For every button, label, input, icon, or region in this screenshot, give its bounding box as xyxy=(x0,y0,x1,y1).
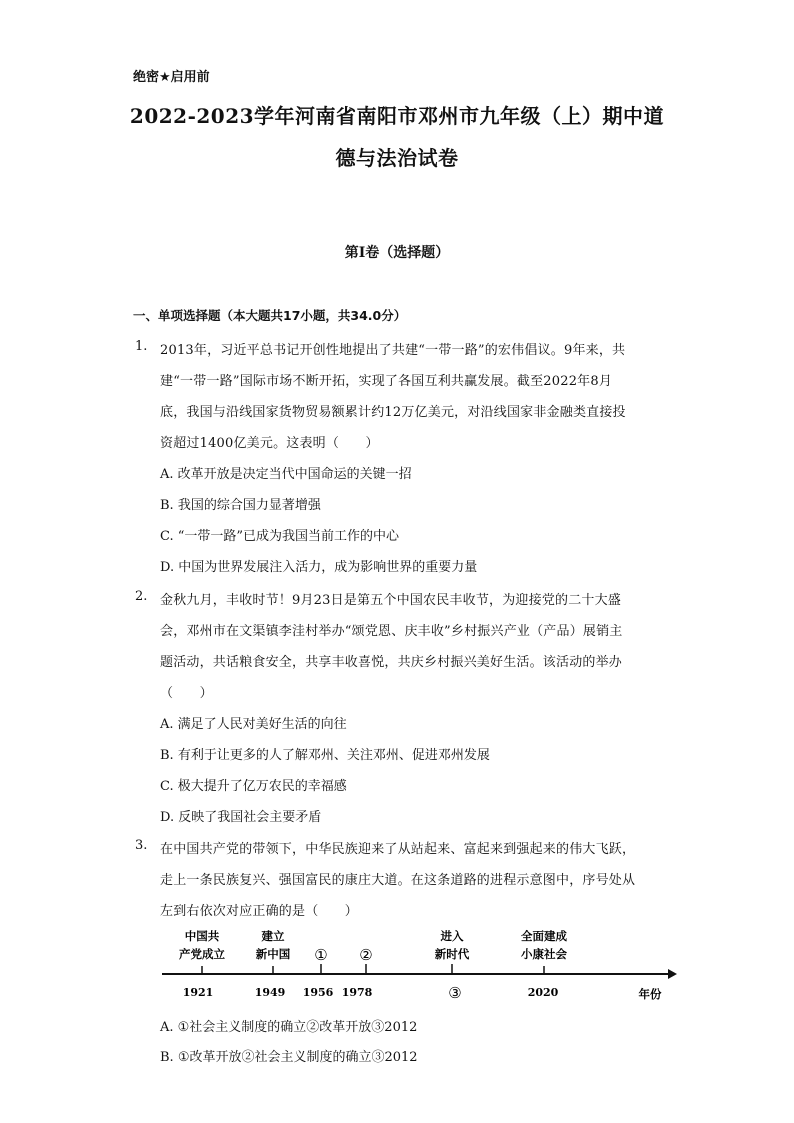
timeline-top-label: 小康社会 xyxy=(521,947,567,961)
section-heading: 一、单项选择题（本大题共17小题，共34.0分） xyxy=(133,308,407,323)
exam-title-line2: 德与法治试卷 xyxy=(335,146,459,170)
option-c[interactable]: C. 极大提升了亿万农民的幸福感 xyxy=(160,779,347,794)
question-text-line: 金秋九月，丰收时节！9月23日是第五个中国农民丰收节，为迎接党的二十大盛 xyxy=(160,593,622,608)
option-c[interactable]: C. “一带一路”已成为我国当前工作的中心 xyxy=(160,529,400,544)
option-a[interactable]: A. 满足了人民对美好生活的向往 xyxy=(160,717,347,732)
timeline-top-label: 建立 xyxy=(261,929,285,943)
timeline-top-label: 产党成立 xyxy=(179,947,225,961)
question-text-line: 建“一带一路”国际市场不断开拓，实现了各国互利共赢发展。截至2022年8月 xyxy=(160,374,613,389)
timeline-top-label: 进入 xyxy=(440,929,464,943)
timeline-top-label: 中国共 xyxy=(184,929,220,943)
question-number: 3. xyxy=(135,838,148,853)
question-number: 2. xyxy=(135,589,148,604)
timeline-year-label: 1949 xyxy=(254,986,286,999)
option-b[interactable]: B. 有利于让更多的人了解邓州、关注邓州、促进邓州发展 xyxy=(160,748,490,763)
question-text-line: （ ） xyxy=(160,686,213,701)
question-text-line: 左到右依次对应正确的是（ ） xyxy=(160,904,359,919)
timeline-top-label: ① xyxy=(314,946,328,964)
axis-arrow-icon xyxy=(668,969,677,979)
question-number: 1. xyxy=(135,339,148,354)
volume-heading: 第Ⅰ卷（选择题） xyxy=(344,245,450,261)
question-text-line: 会，邓州市在文渠镇李洼村举办“颂党恩、庆丰收”乡村振兴产业（产品）展销主 xyxy=(160,624,623,639)
timeline-year-label: ③ xyxy=(448,984,462,1002)
question-text-line: 走上一条民族复兴、强国富民的康庄大道。在这条道路的进程示意图中，序号处从 xyxy=(160,873,636,888)
timeline-year-label: 2020 xyxy=(527,986,559,999)
timeline-top-label: 新时代 xyxy=(434,947,470,961)
question-text-line: 底，我国与沿线国家货物贸易额累计约12万亿美元，对沿线国家非金融类直接投 xyxy=(160,405,626,420)
timeline-top-label: 全面建成 xyxy=(521,929,567,943)
timeline-year-label: 1921 xyxy=(182,986,214,999)
exam-title-line1: 2022-2023学年河南省南阳市邓州市九年级（上）期中道 xyxy=(129,104,665,128)
question-text-line: 题活动，共话粮食安全，共享丰收喜悦，共庆乡村振兴美好生活。该活动的举办 xyxy=(160,655,623,670)
option-a[interactable]: A. 改革开放是决定当代中国命运的关键一招 xyxy=(160,467,412,482)
timeline-top-label: 新中国 xyxy=(255,947,291,961)
timeline-top-label: ② xyxy=(359,946,373,964)
confidential-label: 绝密★启用前 xyxy=(133,70,210,85)
option-b[interactable]: B. 我国的综合国力显著增强 xyxy=(160,498,321,513)
option-b[interactable]: B. ①改革开放②社会主义制度的确立③2012 xyxy=(160,1050,418,1065)
option-d[interactable]: D. 中国为世界发展注入活力，成为影响世界的重要力量 xyxy=(160,560,478,575)
timeline-year-label: 1956 xyxy=(302,986,334,999)
option-d[interactable]: D. 反映了我国社会主要矛盾 xyxy=(160,810,322,825)
question-text-line: 2013年，习近平总书记开创性地提出了共建“一带一路”的宏伟倡议。9年来，共 xyxy=(160,343,626,358)
option-a[interactable]: A. ①社会主义制度的确立②改革开放③2012 xyxy=(160,1020,418,1035)
timeline-year-label: 1978 xyxy=(341,986,373,999)
question-text-line: 在中国共产党的带领下，中华民族迎来了从站起来、富起来到强起来的伟大飞跃， xyxy=(160,842,636,857)
timeline-axis-label: 年份 xyxy=(638,987,662,1001)
question-text-line: 资超过1400亿美元。这表明（ ） xyxy=(160,436,379,451)
timeline-figure xyxy=(160,926,685,1010)
